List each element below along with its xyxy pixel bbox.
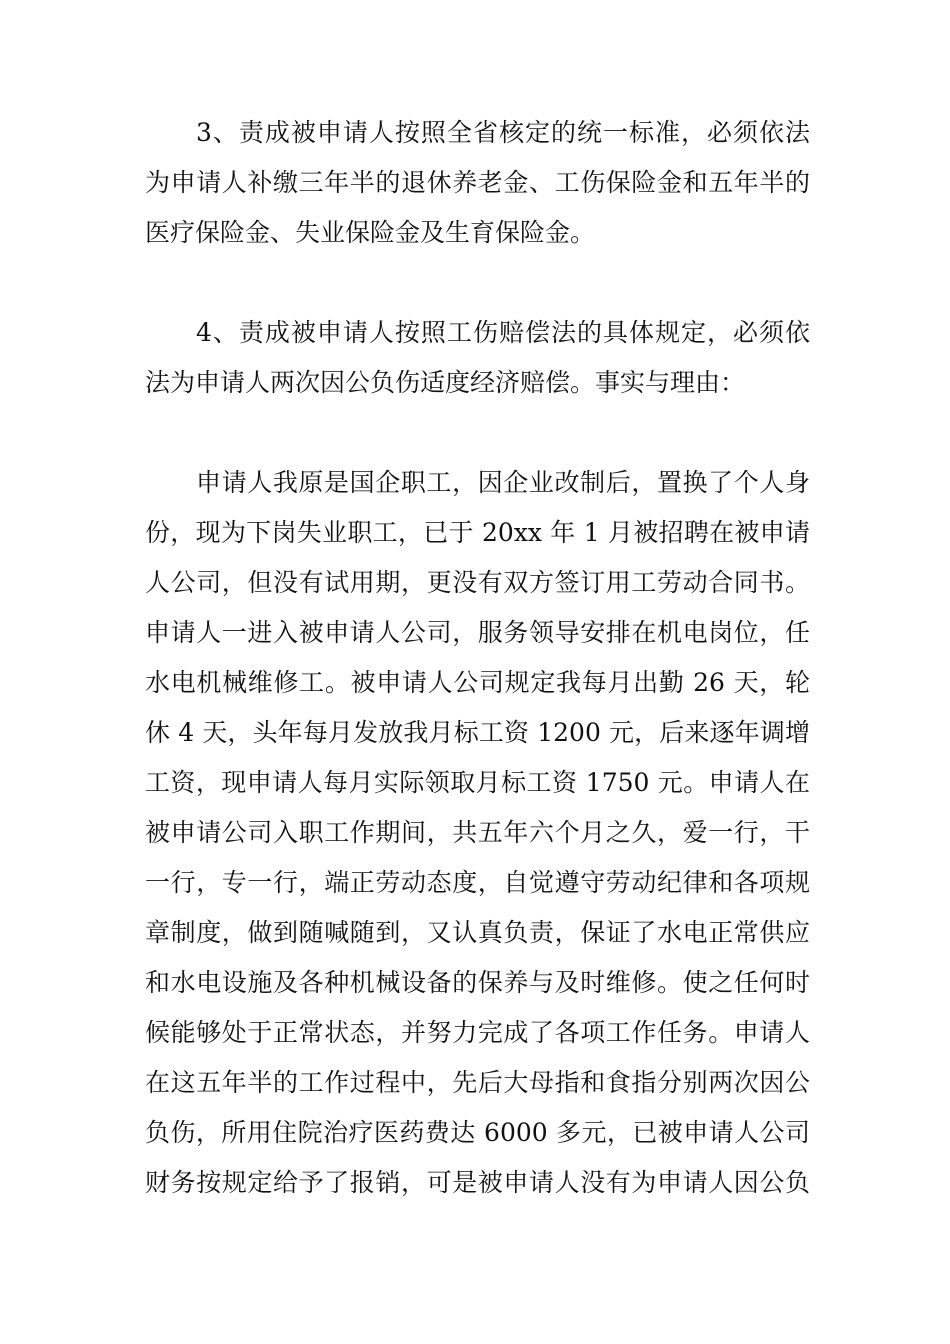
text-line: 3、责成被申请人按照全省核定的统一标准，必须依法	[196, 118, 810, 147]
text-line: 法为申请人两次因公负伤适度经济赔偿。事实与理由：	[145, 368, 746, 397]
text-line: 为申请人补缴三年半的退休养老金、工伤保险金和五年半的	[145, 168, 810, 197]
text-line: 工资，现申请人每月实际领取月标工资 1750 元。申请人在	[145, 768, 810, 797]
text-line: 休 4 天，头年每月发放我月标工资 1200 元，后来逐年调增	[145, 718, 810, 747]
text-line: 申请人一进入被申请人公司，服务领导安排在机电岗位，任	[145, 618, 810, 647]
text-line: 人公司，但没有试用期，更没有双方签订用工劳动合同书。	[145, 568, 810, 597]
text-line: 章制度，做到随喊随到，又认真负责，保证了水电正常供应	[145, 918, 810, 947]
text-line: 被申请公司入职工作期间，共五年六个月之久，爱一行，干	[145, 818, 810, 847]
text-line: 一行，专一行，端正劳动态度，自觉遵守劳动纪律和各项规	[145, 868, 810, 897]
text-line: 申请人我原是国企职工，因企业改制后，置换了个人身	[196, 468, 810, 497]
text-line: 在这五年半的工作过程中，先后大母指和食指分别两次因公	[145, 1068, 810, 1097]
text-line: 4、责成被申请人按照工伤赔偿法的具体规定，必须依	[196, 318, 810, 347]
text-line: 水电机械维修工。被申请人公司规定我每月出勤 26 天，轮	[145, 668, 810, 697]
text-line: 和水电设施及各种机械设备的保养与及时维修。使之任何时	[145, 968, 810, 997]
text-line: 医疗保险金、失业保险金及生育保险金。	[145, 218, 596, 247]
text-line: 负伤，所用住院治疗医药费达 6000 多元，已被申请人公司	[145, 1118, 810, 1147]
text-line: 份，现为下岗失业职工，已于 20xx 年 1 月被招聘在被申请	[145, 518, 810, 547]
text-line: 候能够处于正常状态，并努力完成了各项工作任务。申请人	[145, 1018, 810, 1047]
text-line: 财务按规定给予了报销，可是被申请人没有为申请人因公负	[145, 1168, 810, 1197]
